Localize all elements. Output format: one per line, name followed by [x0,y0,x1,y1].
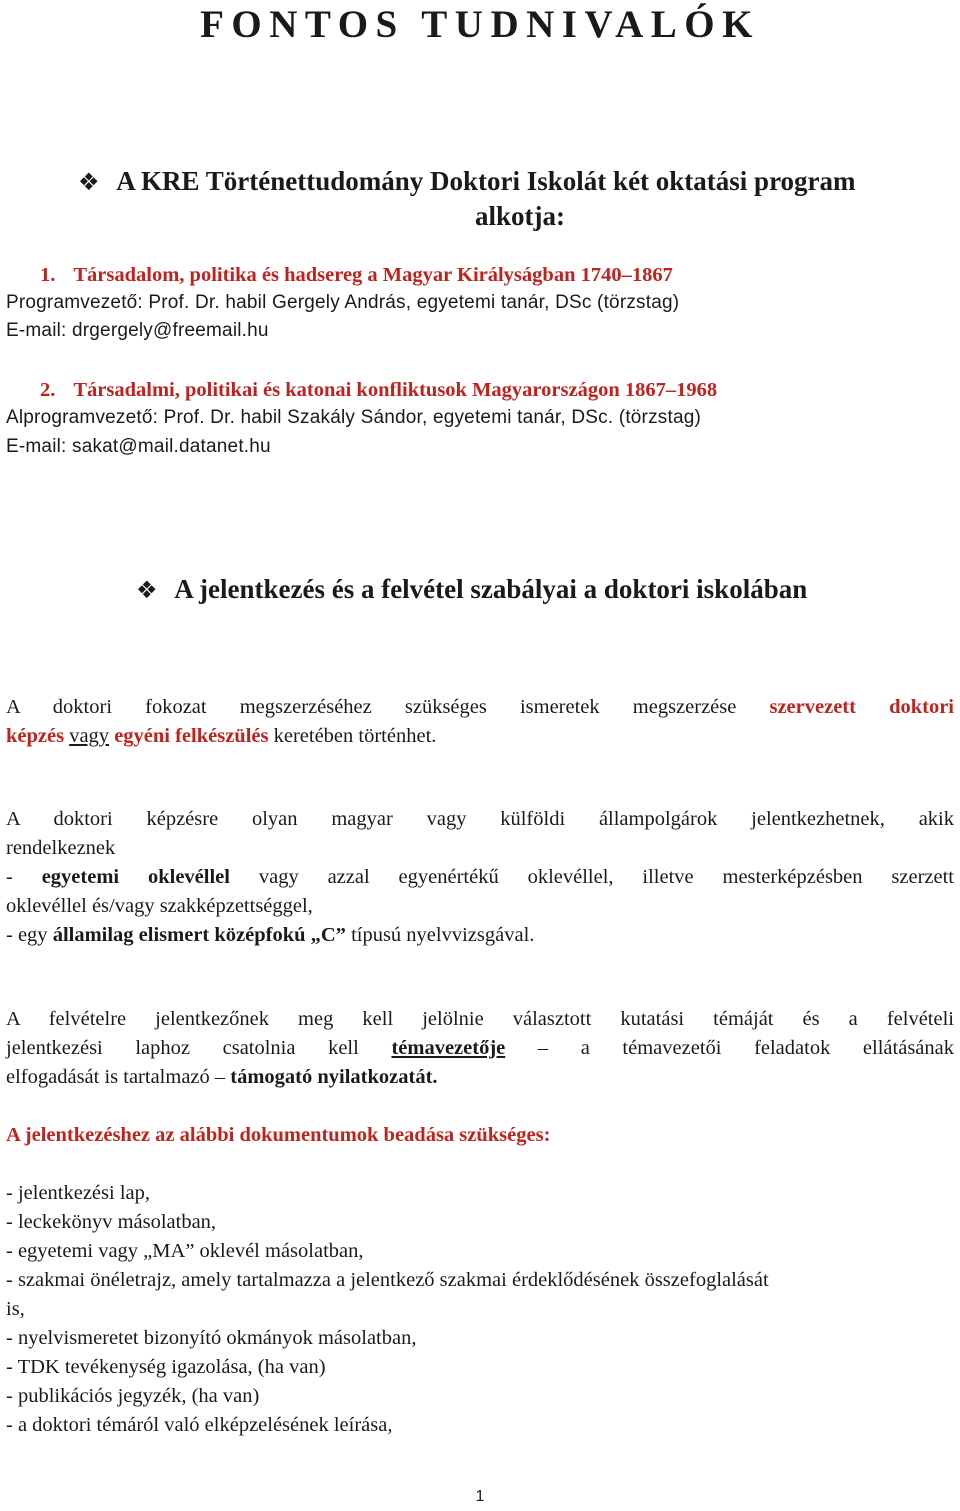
program-1-email: E-mail: drgergely@freemail.hu [6,320,269,341]
diamond-bullet-icon: ❖ [136,576,158,604]
program-2-leader: Alprogramvezető: Prof. Dr. habil Szakály Sándor, egyetemi tanár, DSc. (törzstag) [6,407,702,428]
paragraph-3-line-3: elfogadását is tartalmazó – támogató nyilatkozatát. [6,1066,438,1088]
program-2-email: E-mail: sakat@mail.datanet.hu [6,436,271,457]
list-item: - szakmai önéletrajz, amely tartalmazza a jelentkező szakmai érdeklődésének összefoglalását [6,1269,769,1291]
paragraph-1-line-2: képzés vagy egyéni felkészülés keretében történhet. [6,725,437,747]
paragraph-2-line-5: - egy államilag elismert középfokú „C” típusú nyelvvizsgával. [6,924,535,946]
paragraph-2-line-4: oklevéllel és/vagy szakképzettséggel, [6,895,313,917]
list-item: - nyelvismeretet bizonyító okmányok másolatban, [6,1327,417,1349]
paragraph-2-line-1: A doktori képzésre olyan magyar vagy külföldi állampolgárok jelentkezhetnek, akik [6,808,954,830]
diamond-bullet-icon: ❖ [78,168,100,196]
list-item: - publikációs jegyzék, (ha van) [6,1385,260,1407]
list-item: - jelentkezési lap, [6,1182,151,1204]
section-heading-continuation: alkotja: [475,201,565,231]
paragraph-3-line-2: jelentkezési laphoz csatolnia kell témavezetője – a témavezetői feladatok ellátásának [6,1037,954,1059]
paragraph-1-line-1: A doktori fokozat megszerzéséhez szükséges ismeretek megszerzése szervezett doktori [6,696,955,718]
program-1-title: 1. Társadalom, politika és hadsereg a Magyar Királyságban 1740–1867 [40,264,673,286]
paragraph-3-line-1: A felvételre jelentkezőnek meg kell jelölnie választott kutatási témáját és a felvételi [6,1008,954,1030]
section-heading-text: A KRE Történettudomány Doktori Iskolát két oktatási program [116,166,856,196]
list-item: - leckekönyv másolatban, [6,1211,217,1233]
list-item: - TDK tevékenység igazolása, (ha van) [6,1356,326,1378]
section-heading-text: A jelentkezés és a felvétel szabályai a doktori iskolában [174,574,808,604]
section-heading-admission [136,572,807,607]
program-1-leader: Programvezető: Prof. Dr. habil Gergely András, egyetemi tanár, DSc (törzstag) [6,292,680,313]
list-item: - egyetemi vagy „MA” oklevél másolatban, [6,1240,364,1262]
list-item: is, [6,1298,25,1320]
section-heading-programs [78,164,938,199]
page-title: FONTOS TUDNIVALÓK [200,3,760,46]
paragraph-2-line-3: - egyetemi oklevéllel vagy azzal egyenértékű oklevéllel, illetve mesterképzésben szerzett [6,866,954,888]
list-item: - a doktori témáról való elképzelésének leírása, [6,1414,393,1436]
page-number: 1 [475,1488,485,1505]
paragraph-2-line-2: rendelkeznek [6,837,116,859]
program-2-title: 2. Társadalmi, politikai és katonai konfliktusok Magyarországon 1867–1968 [40,379,718,401]
documents-heading: A jelentkezéshez az alábbi dokumentumok beadása szükséges: [6,1124,551,1146]
